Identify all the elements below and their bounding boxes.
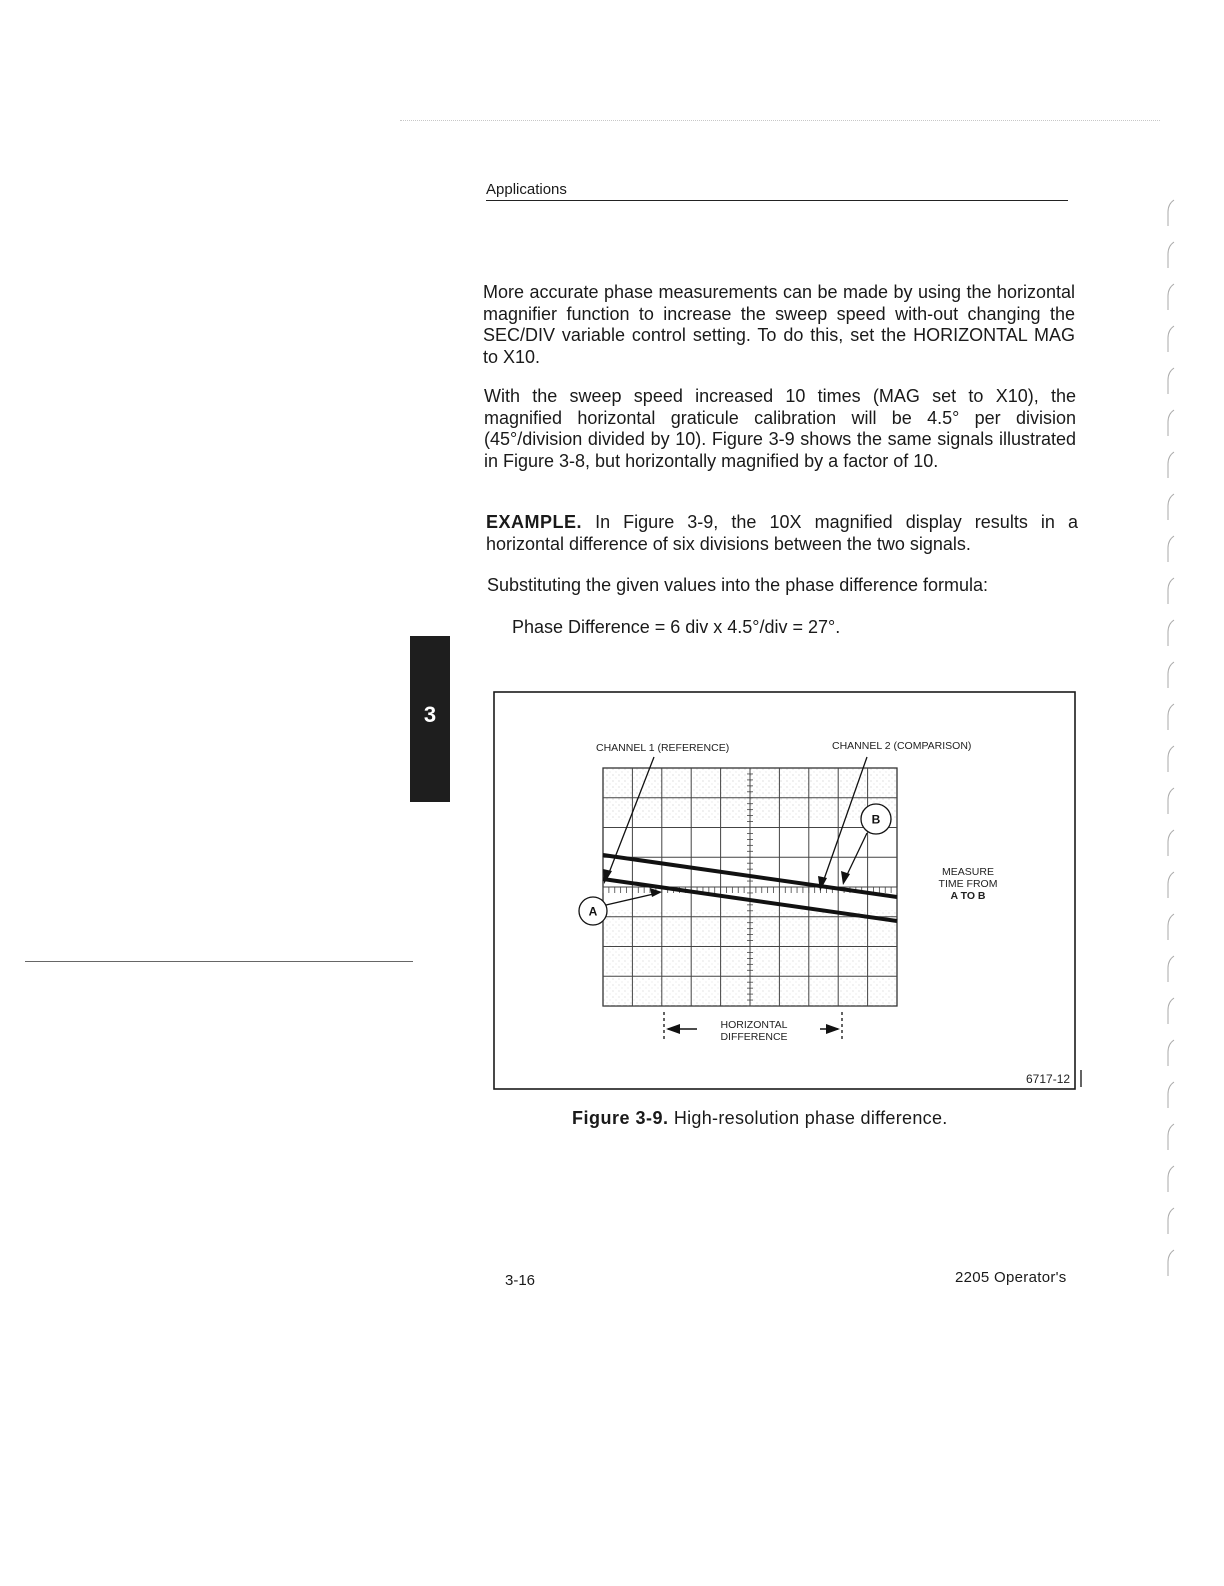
figure-id: 6717-12: [1026, 1072, 1071, 1086]
scan-edge-mark: [1168, 914, 1174, 940]
hdiff-right-arrowhead: [826, 1024, 840, 1034]
measure-label-2: TIME FROM: [938, 878, 998, 890]
manual-title: 2205 Operator's: [955, 1269, 1067, 1286]
channel2-label: CHANNEL 2 (COMPARISON): [832, 740, 972, 752]
scan-edge-mark: [1168, 494, 1174, 520]
scan-edge-mark: [1168, 368, 1174, 394]
scan-edge-mark: [1168, 1208, 1174, 1234]
caption-label: Figure 3-9.: [572, 1108, 669, 1128]
hdiff-label-1: HORIZONTAL: [720, 1019, 788, 1031]
paragraph-magnifier: More accurate phase measurements can be made by using the horizontal magnifier function to increase the sweep speed with-out changing the SEC/DIV variable control setting. To do this, set the HORIZONTAL MAG to X10.: [483, 282, 1075, 367]
scan-edge-mark: [1168, 1166, 1174, 1192]
example-text: In Figure 3-9, the 10X magnified display results in a horizontal difference of six divisions between the two signals.: [486, 512, 1078, 554]
scan-edge-mark: [1168, 662, 1174, 688]
marker-a-label: A: [588, 904, 598, 919]
scan-edge-mark: [1168, 284, 1174, 310]
figure-caption: [572, 1108, 948, 1129]
scan-edge-mark: [1168, 956, 1174, 982]
scan-edge-mark: [1168, 578, 1174, 604]
section-header: Applications: [486, 181, 1068, 201]
scan-edge-mark: [1168, 1040, 1174, 1066]
scan-edge-mark: [1168, 872, 1174, 898]
scan-edge-mark: [1168, 998, 1174, 1024]
channel1-label: CHANNEL 1 (REFERENCE): [596, 742, 730, 754]
scan-edge-mark: [1168, 1082, 1174, 1108]
scan-edge-mark: [1168, 704, 1174, 730]
phase-formula: Phase Difference = 6 div x 4.5°/div = 27°.: [512, 617, 841, 637]
page-number: 3-16: [505, 1272, 536, 1289]
scan-edge-mark: [1168, 452, 1174, 478]
marker-b-label: B: [871, 812, 881, 827]
scan-edge-mark: [1168, 410, 1174, 436]
example-label: EXAMPLE.: [486, 512, 583, 532]
scan-edge-mark: [1168, 1124, 1174, 1150]
scan-edge-mark: [1168, 830, 1174, 856]
chapter-tab-number: 3: [423, 702, 437, 727]
scan-edge-mark: [1168, 788, 1174, 814]
hdiff-left-arrowhead: [666, 1024, 680, 1034]
scan-edge-mark: [1168, 536, 1174, 562]
scan-edge-mark: [1168, 746, 1174, 772]
caption-text: High-resolution phase difference.: [668, 1108, 948, 1128]
scan-edge-mark: [1168, 326, 1174, 352]
scan-edge-mark: [1168, 620, 1174, 646]
measure-label-3: A TO B: [950, 890, 986, 902]
scan-edge-marks: [1164, 190, 1178, 1310]
measure-label-1: MEASURE: [942, 866, 994, 878]
hdiff-label-2: DIFFERENCE: [720, 1031, 788, 1043]
paragraph-sweep-speed: With the sweep speed increased 10 times (MAG set to X10), the magnified horizontal graticule calibration will be 4.5° per division (45°/division divided by 10). Figure 3-9 shows the same signals illustrated in Figure 3-8, but horizontally magnified by a factor of 10.: [484, 386, 1076, 471]
paragraph-substituting: Substituting the given values into the phase difference formula:: [487, 575, 988, 595]
scan-edge-mark: [1168, 242, 1174, 268]
scan-edge-mark: [1168, 1250, 1174, 1276]
scan-edge-mark: [1168, 200, 1174, 226]
